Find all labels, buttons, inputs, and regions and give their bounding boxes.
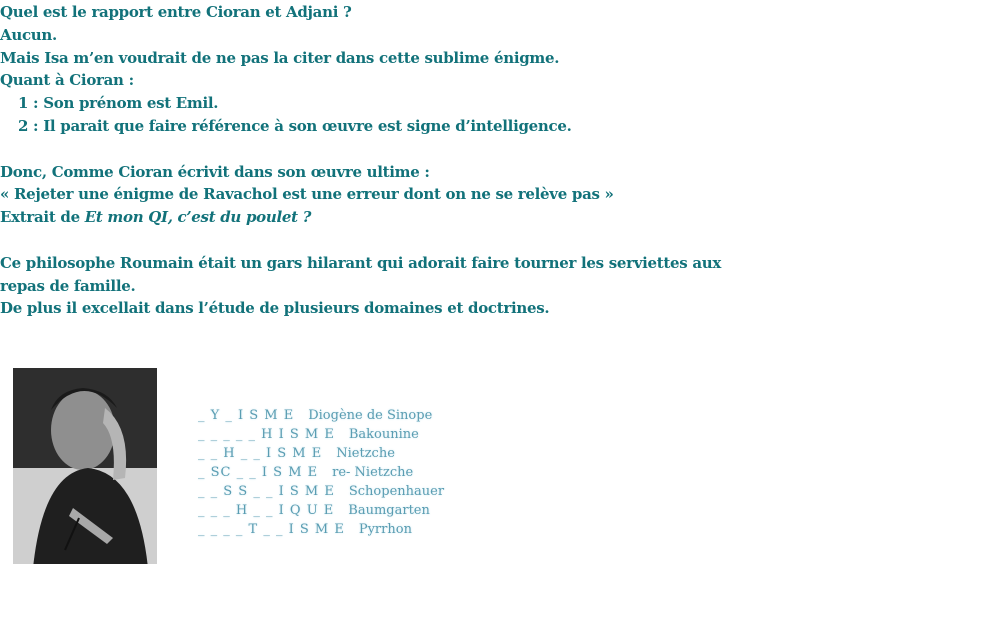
- enigma-hint: Schopenhauer: [348, 484, 445, 499]
- enigma-hint: Baumgarten: [348, 503, 430, 518]
- portrait-illustration: [13, 368, 157, 564]
- text-line: Donc, Comme Cioran écrivit dans son œuvre ultime :: [0, 162, 430, 181]
- enigma-pattern: _ _ _ _ T _ _ I S M E: [198, 522, 345, 537]
- list-item: 1 : Son prénom est Emil.: [18, 94, 219, 113]
- extract-prefix: Extrait de: [0, 208, 85, 227]
- enigma-pattern: _ _ S S _ _ I S M E: [198, 484, 335, 499]
- extract-title: Et mon QI, c’est du poulet ?: [84, 208, 312, 227]
- text-line: Mais Isa m’en voudrait de ne pas la citer dans cette sublime énigme.: [0, 48, 560, 67]
- enigma-hint: Diogène de Sinope: [308, 408, 433, 423]
- enigma-image: [158, 366, 445, 562]
- list-item: 2 : Il parait que faire référence à son œuvre est signe d’intelligence.: [18, 116, 572, 135]
- enigma-row: [198, 465, 413, 480]
- enigma-pattern: _ _ _ _ _ H I S M E: [198, 427, 335, 442]
- enigma-hint: Bakounine: [348, 427, 419, 442]
- enigma-pattern: _ Y _ I S M E: [198, 408, 295, 423]
- answer-line: Aucun.: [0, 25, 57, 44]
- quote-line: « Rejeter une énigme de Ravachol est une erreur dont on ne se relève pas »: [0, 185, 614, 204]
- article-text: [0, 1, 760, 320]
- text-line: Ce philosophe Roumain était un gars hilarant qui adorait faire tourner les serviettes aux: [0, 253, 722, 272]
- enigma-hint: Pyrrhon: [358, 522, 412, 537]
- text-line: Quant à Cioran :: [0, 71, 134, 90]
- text-line: De plus il excellait dans l’étude de plusieurs domaines et doctrines.: [0, 299, 550, 318]
- extract-line: [0, 206, 760, 229]
- enigma-pattern: _ SC _ _ I S M E: [198, 465, 319, 480]
- enigma-row: [198, 484, 444, 499]
- enigma-row: [198, 503, 430, 518]
- text-line: repas de famille.: [0, 276, 136, 295]
- question-line: Quel est le rapport entre Cioran et Adjani ?: [0, 3, 352, 21]
- enigma-row: [198, 427, 419, 442]
- enigma-hint: Nietzche: [336, 446, 395, 461]
- enigma-pattern: _ _ H _ _ I S M E: [198, 446, 323, 461]
- enigma-row: [198, 522, 412, 537]
- enigma-row: [198, 446, 395, 461]
- enigma-row: [198, 408, 432, 423]
- enigma-pattern: _ _ _ H _ _ I Q U E: [198, 503, 335, 518]
- portrait-photo: [13, 368, 157, 564]
- enigma-hint: re- Nietzche: [332, 465, 414, 480]
